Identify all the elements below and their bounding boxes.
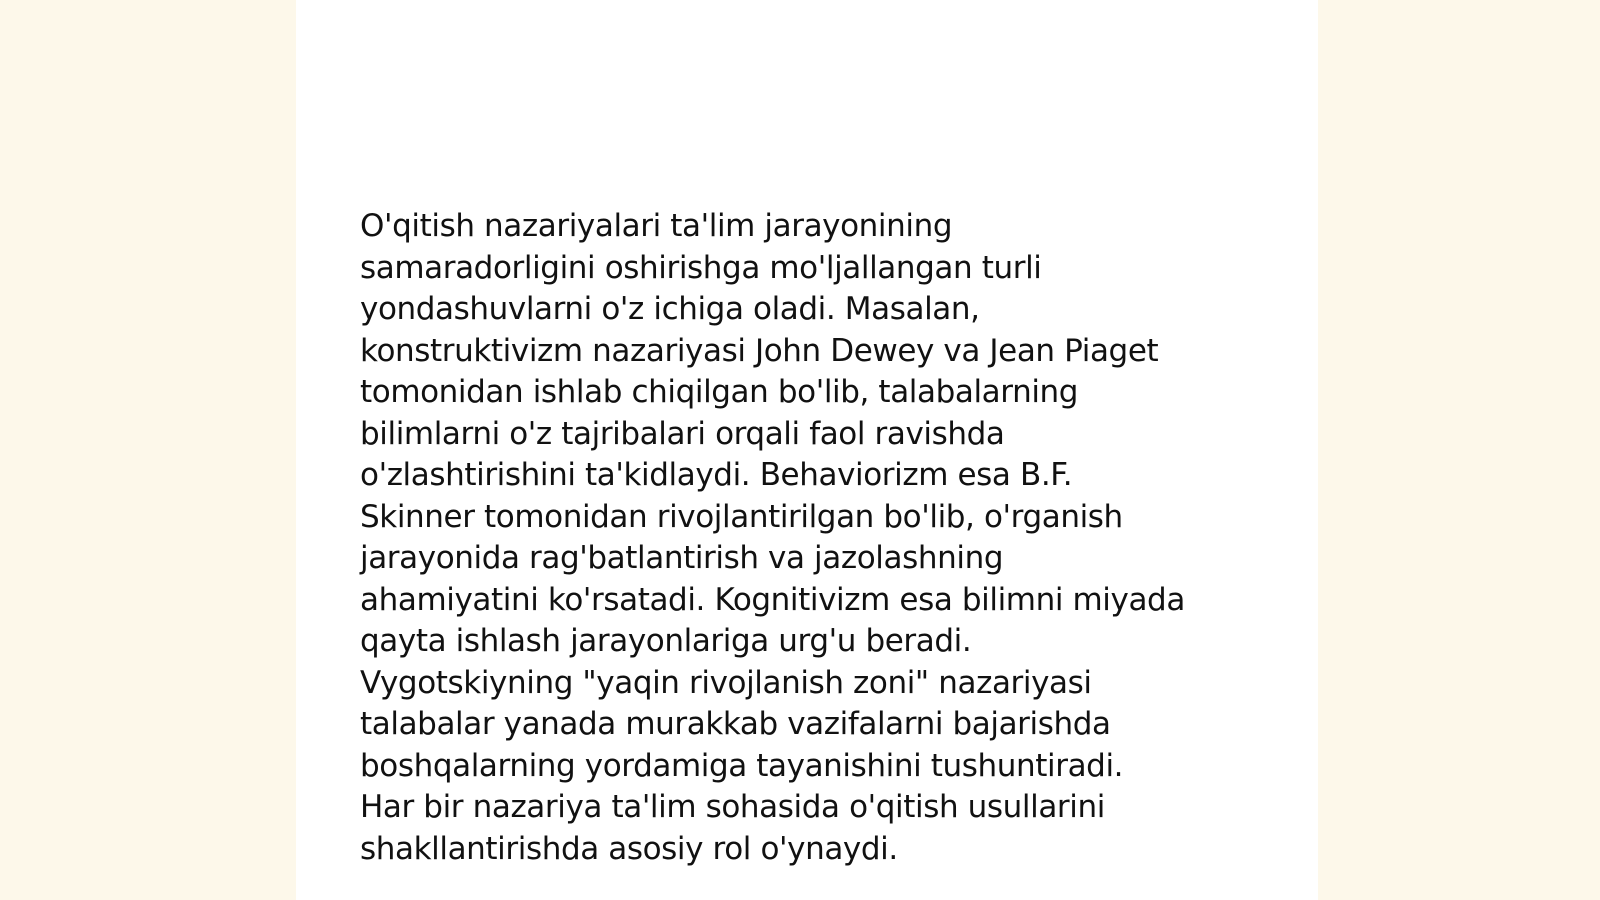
paragraph-line: tomonidan ishlab chiqilgan bo'lib, talabalarning [360, 374, 1079, 410]
paragraph-line: jarayonida rag'batlantirish va jazolashning [360, 540, 1004, 576]
paragraph-line: boshqalarning yordamiga tayanishini tushuntiradi. [360, 747, 1124, 784]
paragraph-line: yondashuvlarni o'z ichiga oladi. Masalan, [360, 291, 980, 327]
document-page [296, 0, 1318, 900]
paragraph-line: Har bir nazariya ta'lim sohasida o'qitish usullarini [360, 789, 1105, 825]
body-paragraph [360, 206, 1260, 870]
paragraph-line: talabalar yanada murakkab vazifalarni bajarishda [360, 706, 1111, 742]
paragraph-line: ahamiyatini ko'rsatadi. Kognitivizm esa bilimni miyada [360, 581, 1185, 618]
paragraph-line: o'zlashtirishini ta'kidlaydi. Behaviorizm esa B.F. [360, 457, 1073, 493]
paragraph-line: Vygotskiyning "yaqin rivojlanish zoni" nazariyasi [360, 664, 1092, 701]
paragraph-line: samaradorligini oshirishga mo'ljallangan turli [360, 249, 1042, 286]
paragraph-line: qayta ishlash jarayonlariga urg'u beradi. [360, 623, 972, 659]
paragraph-line: shakllantirishda asosiy rol o'ynaydi. [360, 830, 898, 867]
paragraph-line: konstruktivizm nazariyasi John Dewey va Jean Piaget [360, 332, 1159, 369]
paragraph-line: O'qitish nazariyalari ta'lim jarayonining [360, 208, 953, 244]
paragraph-line: Skinner tomonidan rivojlantirilgan bo'lib, o'rganish [360, 498, 1123, 535]
paragraph-line: bilimlarni o'z tajribalari orqali faol ravishda [360, 415, 1005, 452]
